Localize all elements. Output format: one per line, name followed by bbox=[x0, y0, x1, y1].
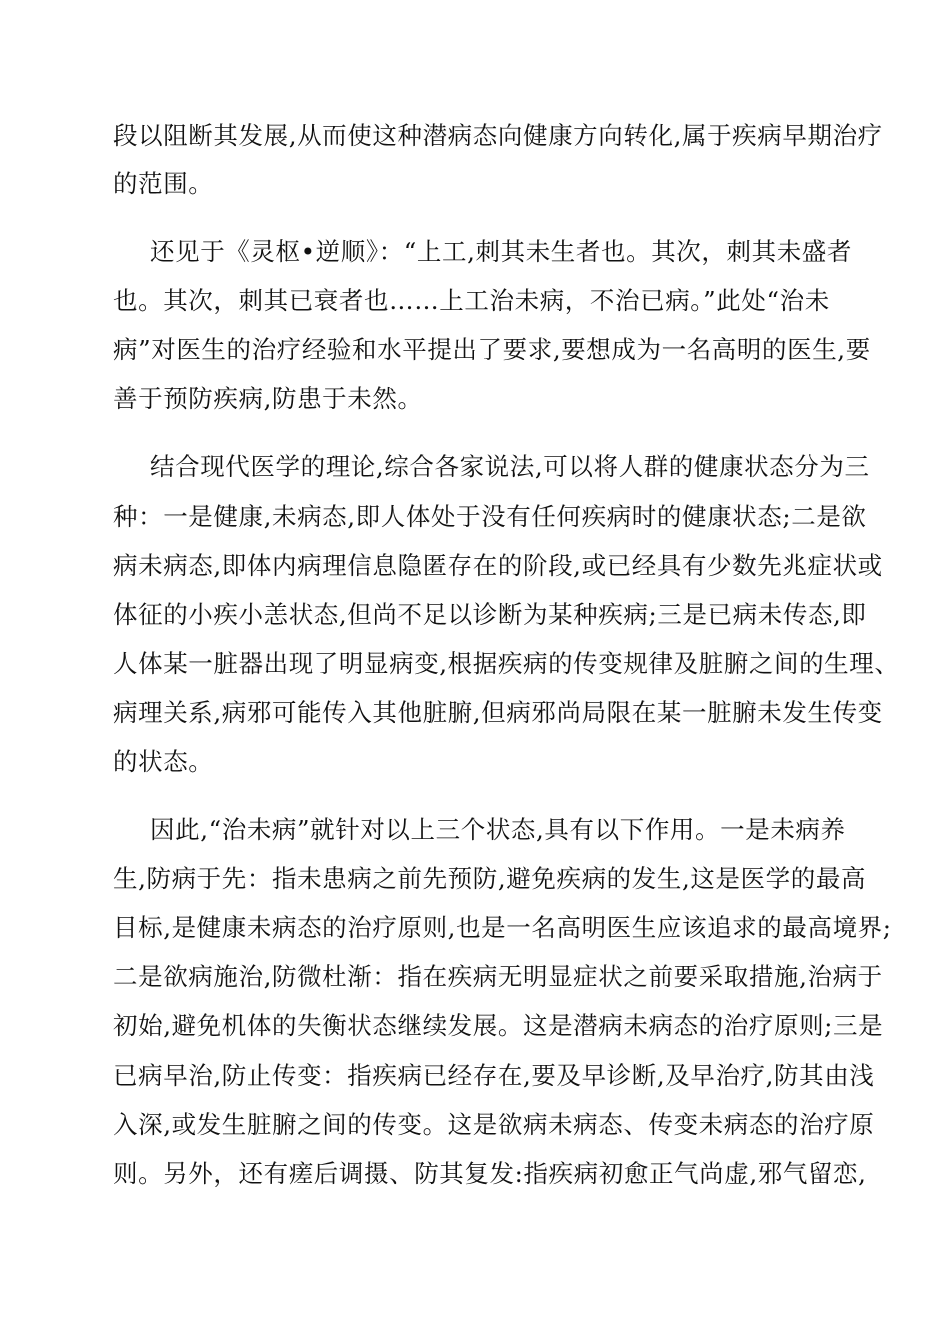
text-line: 也。其次，刺其已衰者也……上工治未病，不治已病。”此处“治未 bbox=[113, 286, 830, 315]
text-line: 病未病态,即体内病理信息隐匿存在的阶段,或已经具有少数先兆症状或 bbox=[113, 551, 883, 580]
text-line: 则。另外，还有瘥后调摄、防其复发:指疾病初愈正气尚虚,邪气留恋, bbox=[113, 1159, 867, 1188]
text-line: 入深,或发生脏腑之间的传变。这是欲病未病态、传变未病态的治疗原 bbox=[113, 1110, 875, 1139]
text-line: 目标,是健康未病态的治疗原则,也是一名高明医生应该追求的最高境界; bbox=[113, 913, 892, 942]
text-line: 的状态。 bbox=[113, 747, 214, 776]
text-line: 因此,“治未病”就针对以上三个状态,具有以下作用。一是未病养 bbox=[150, 815, 846, 844]
text-line: 生,防病于先：指未患病之前先预防,避免疾病的发生,这是医学的最高 bbox=[113, 864, 867, 893]
text-line: 善于预防疾病,防患于未然。 bbox=[113, 384, 423, 413]
text-line: 还见于《灵枢•逆顺》：“上工,刺其未生者也。其次，刺其未盛者 bbox=[150, 237, 853, 266]
text-line: 结合现代医学的理论,综合各家说法,可以将人群的健康状态分为三 bbox=[150, 452, 870, 481]
text-line: 的范围。 bbox=[113, 169, 214, 198]
text-line: 体征的小疾小恙状态,但尚不足以诊断为某种疾病;三是已病未传态,即 bbox=[113, 600, 867, 629]
text-line: 病”对医生的治疗经验和水平提出了要求,要想成为一名高明的医生,要 bbox=[113, 335, 871, 364]
text-line: 病理关系,病邪可能传入其他脏腑,但病邪尚局限在某一脏腑未发生传变 bbox=[113, 698, 883, 727]
text-line: 二是欲病施治,防微杜渐：指在疾病无明显症状之前要采取措施,治病于 bbox=[113, 962, 883, 991]
text-line: 种：一是健康,未病态,即人体处于没有任何疾病时的健康状态;二是欲 bbox=[113, 502, 867, 531]
text-line: 已病早治,防止传变：指疾病已经存在,要及早诊断,及早治疗,防其由浅 bbox=[113, 1061, 875, 1090]
text-line: 段以阻断其发展,从而使这种潜病态向健康方向转化,属于疾病早期治疗 bbox=[113, 121, 883, 150]
text-line: 初始,避免机体的失衡状态继续发展。这是潜病未病态的治疗原则;三是 bbox=[113, 1011, 884, 1040]
text-line: 人体某一脏器出现了明显病变,根据疾病的传变规律及脏腑之间的生理、 bbox=[113, 649, 900, 678]
